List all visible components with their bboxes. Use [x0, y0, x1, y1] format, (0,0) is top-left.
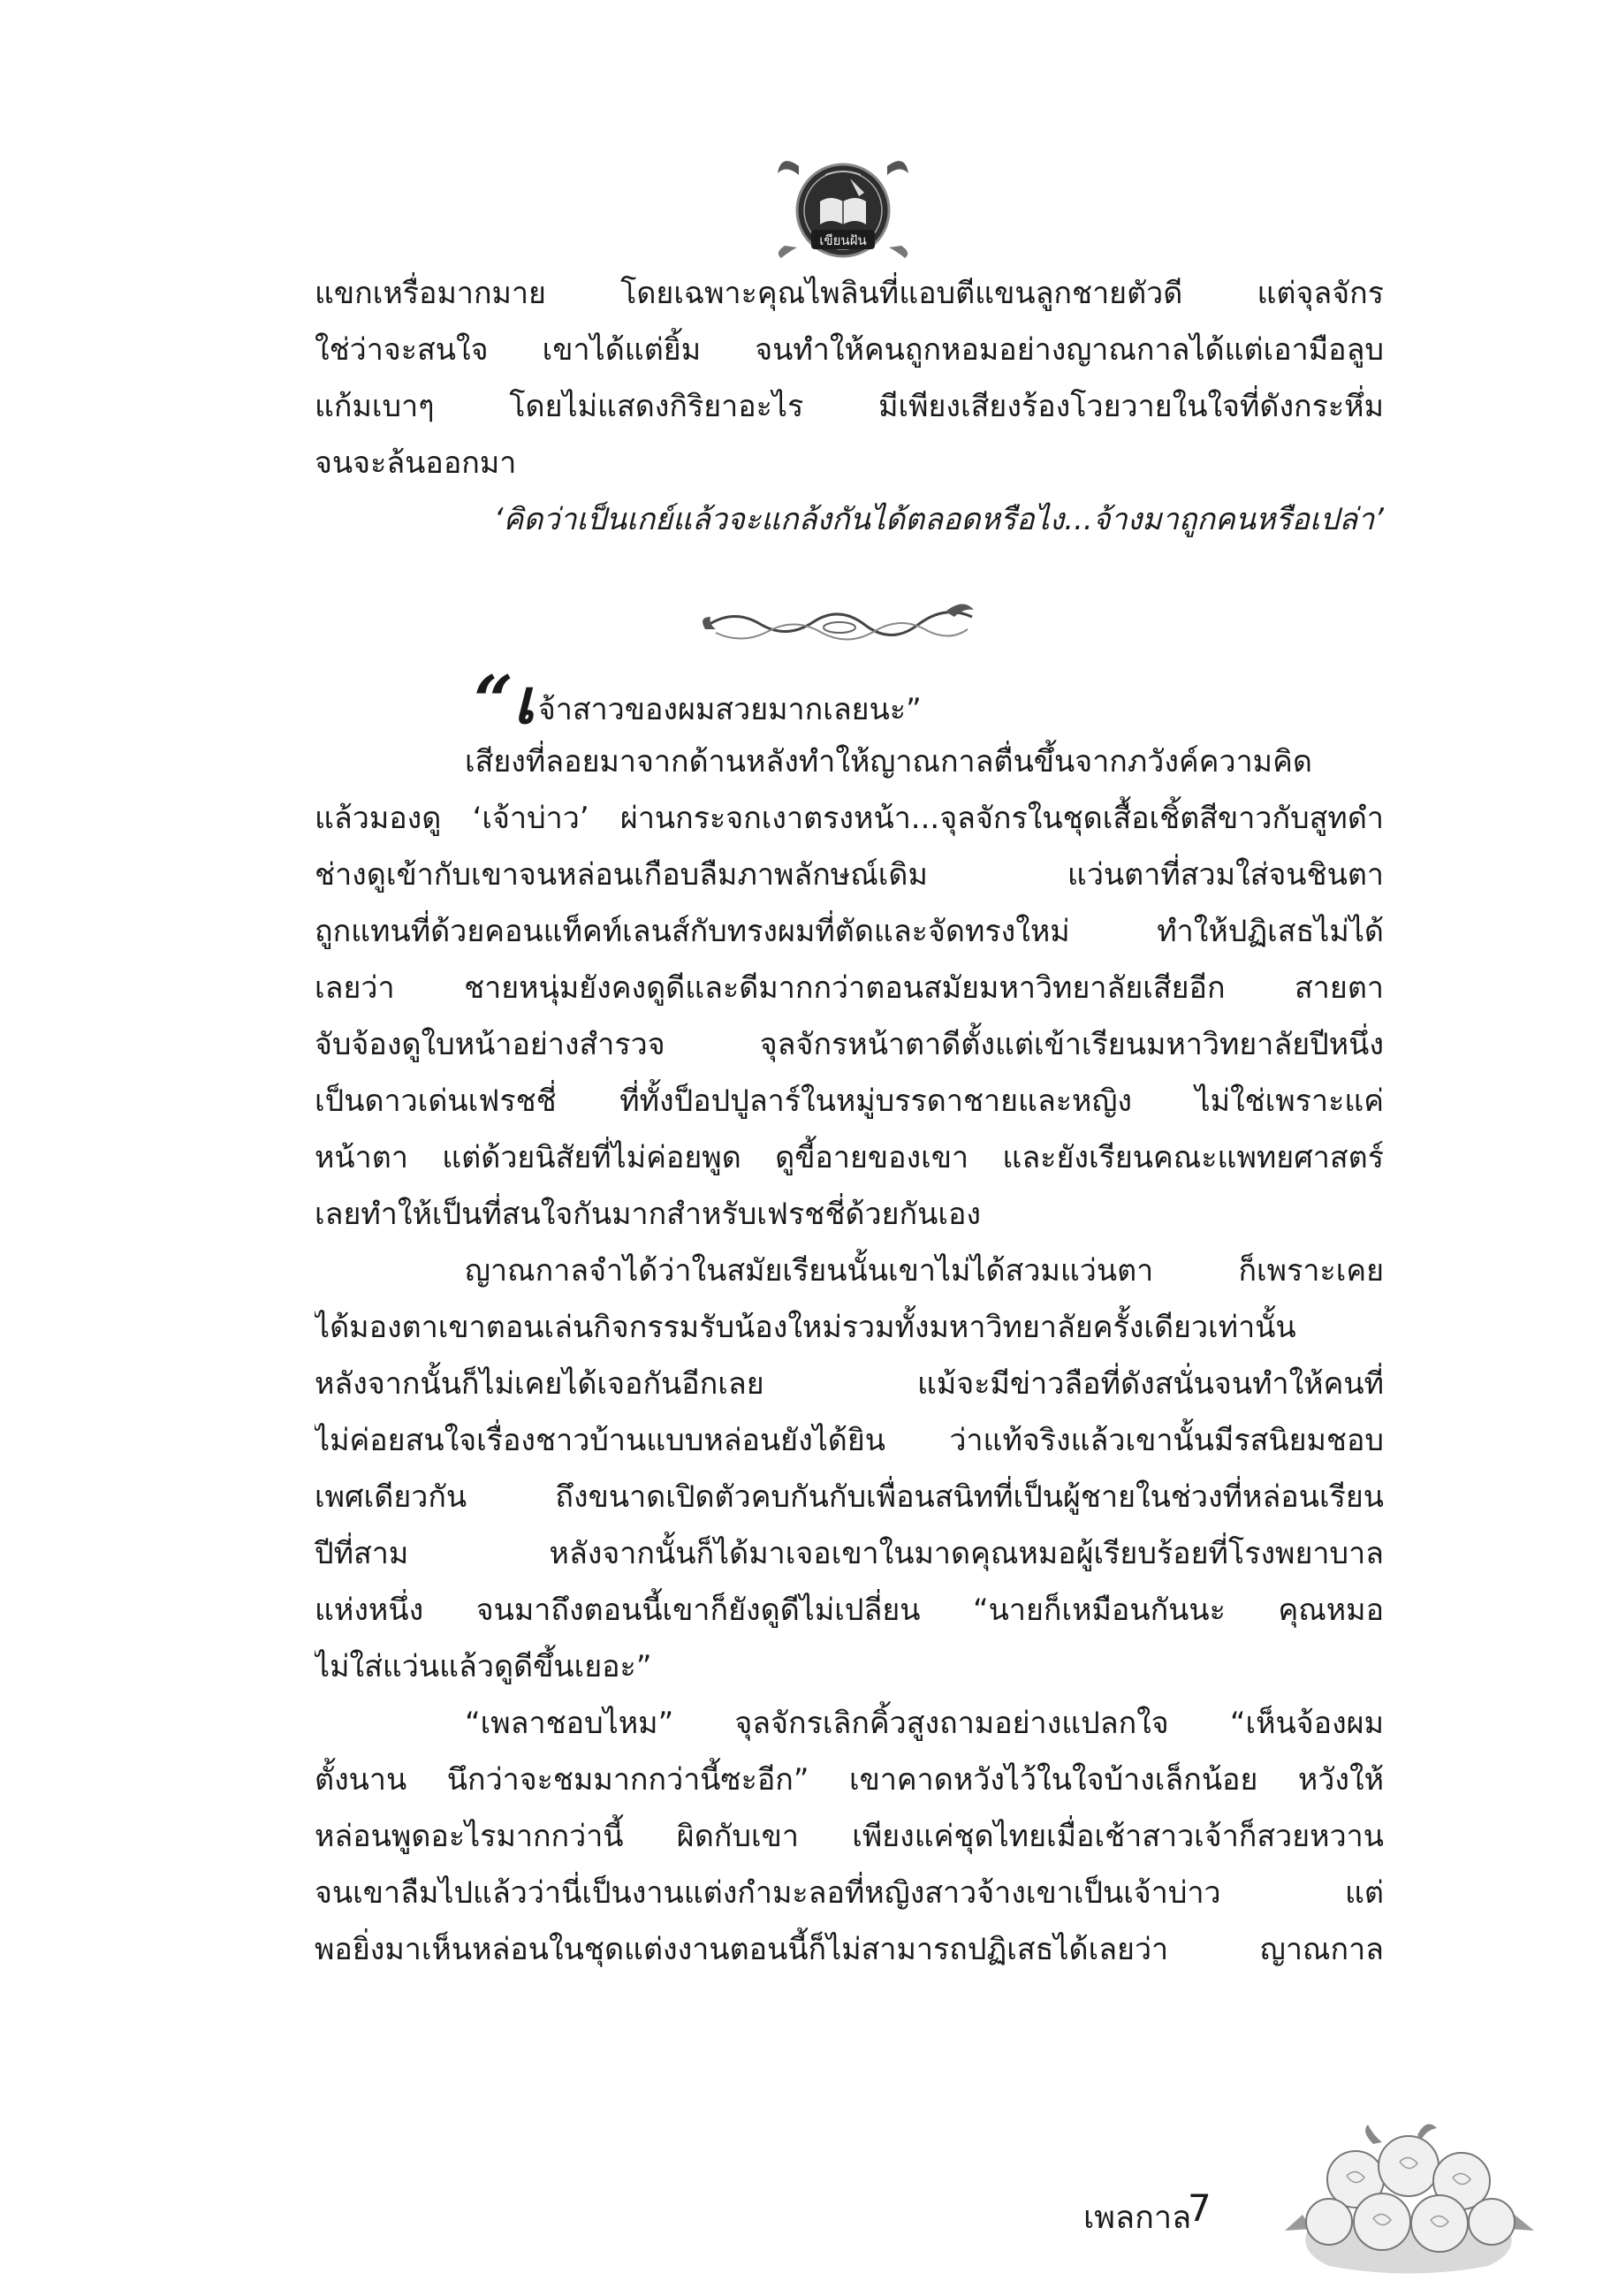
text-line: เสียงที่ลอยมาจากด้านหลังทำให้ญาณกาลตื่นขึ้นจากภวังค์ความคิด	[465, 744, 1312, 779]
text-line: ช่างดูเข้ากับเขาจนหล่อนเกือบลืมภาพลักษณ์เดิม แว่นตาที่สวมใส่จนชินตา	[315, 857, 1384, 893]
text-line: เป็นดาวเด่นเฟรชชี่ ที่ทั้งป็อปปูลาร์ในหมู่บรรดาชายและหญิง ไม่ใช่เพราะแค่	[315, 1083, 1384, 1119]
logo-label: เขียนฝัน	[819, 232, 867, 248]
text-line: ญาณกาลจำได้ว่าในสมัยเรียนนั้นเขาไม่ได้สวมแว่นตา ก็เพราะเคย	[465, 1253, 1384, 1289]
text-line: พอยิ่งมาเห็นหล่อนในชุดแต่งงานตอนนี้ก็ไม่สามารถปฏิเสธได้เลยว่า ญาณกาล	[315, 1932, 1384, 1967]
rose-bouquet-icon	[1276, 2117, 1541, 2277]
text-line: หลังจากนั้นก็ไม่เคยได้เจอกันอีกเลย แม้จะมีข่าวลือที่ดังสนั่นจนทำให้คนที่	[315, 1366, 1384, 1402]
text-line: ถูกแทนที่ด้วยคอนแท็คท์เลนส์กับทรงผมที่ตัดและจัดทรงใหม่ ทำให้ปฏิเสธไม่ได้	[315, 914, 1384, 949]
text-line: แขกเหรื่อมากมาย โดยเฉพาะคุณไพลินที่แอบตีแขนลูกชายตัวดี แต่จุลจักร	[315, 276, 1384, 311]
text-line: ใช่ว่าจะสนใจ เขาได้แต่ยิ้ม จนทำให้คนถูกหอมอย่างญาณกาลได้แต่เอามือลูบ	[315, 332, 1384, 368]
text-line: ไม่ใส่แว่นแล้วดูดีขึ้นเยอะ”	[315, 1649, 652, 1684]
text-line: “เพลาชอบไหม” จุลจักรเลิกคิ้วสูงถามอย่างแปลกใจ “เห็นจ้องผม	[465, 1706, 1384, 1741]
text-line: ตั้งนาน นึกว่าจะชมมากกว่านี้ซะอีก” เขาคาดหวังไว้ในใจบ้างเล็กน้อย หวังให้	[315, 1762, 1384, 1798]
page-number: 7	[1188, 2186, 1212, 2230]
text-line: หล่อนพูดอะไรมากกว่านี้ ผิดกับเขา เพียงแค่ชุดไทยเมื่อเช้าสาวเจ้าก็สวยหวาน	[315, 1819, 1384, 1854]
text-line: จนเขาลืมไปแล้วว่านี่เป็นงานแต่งกำมะลอที่หญิงสาวจ้างเขาเป็นเจ้าบ่าว แต่	[315, 1875, 1384, 1911]
opening-quote-mark: “	[474, 661, 513, 741]
inner-thought: ‘คิดว่าเป็นเกย์แล้วจะแกล้งกันได้ตลอดหรือไง...จ้างมาถูกคนหรือเปล่า’	[493, 502, 1384, 537]
text-line: จับจ้องดูใบหน้าอย่างสำรวจ จุลจักรหน้าตาดีตั้งแต่เข้าเรียนมหาวิทยาลัยปีหนึ่ง	[315, 1027, 1384, 1062]
body-text	[315, 734, 1384, 1978]
top-paragraph	[315, 265, 1384, 548]
drop-cap-letter: เ	[513, 665, 535, 738]
text-line: ไม่ค่อยสนใจเรื่องชาวบ้านแบบหล่อนยังได้ยิน ว่าแท้จริงแล้วเขานั้นมีรสนิยมชอบ	[315, 1423, 1384, 1458]
ornament-flourish-icon	[698, 590, 981, 661]
text-line: แล้วมองดู ‘เจ้าบ่าว’ ผ่านกระจกเงาตรงหน้า...จุลจักรในชุดเสื้อเชิ้ตสีขาวกับสูทดำ	[315, 801, 1384, 836]
text-line: ได้มองตาเขาตอนเล่นกิจกรรมรับน้องใหม่รวมทั้งมหาวิทยาลัยครั้งเดียวเท่านั้น	[315, 1310, 1296, 1345]
text-line: ปีที่สาม หลังจากนั้นก็ได้มาเจอเขาในมาดคุณหมอผู้เรียบร้อยที่โรงพยาบาล	[315, 1536, 1384, 1571]
text-line: เลยทำให้เป็นที่สนใจกันมากสำหรับเฟรชชี่ด้วยกันเอง	[315, 1197, 981, 1232]
text-line: เพศเดียวกัน ถึงขนาดเปิดตัวคบกันกับเพื่อนสนิทที่เป็นผู้ชายในช่วงที่หล่อนเรียน	[315, 1479, 1384, 1515]
chapter-opening-line	[474, 652, 922, 741]
text-line: เลยว่า ชายหนุ่มยังคงดูดีและดีมากกว่าตอนสมัยมหาวิทยาลัยเสียอีก สายตา	[315, 970, 1384, 1006]
text-line: แก้มเบาๆ โดยไม่แสดงกิริยาอะไร มีเพียงเสียงร้องโวยวายในใจที่ดังกระหึ่ม	[315, 389, 1384, 424]
opening-text: จ้าสาวของผมสวยมากเลยนะ”	[537, 692, 922, 727]
book-title: เพลกาล	[1083, 2200, 1192, 2236]
open-book-logo-icon	[772, 148, 914, 263]
text-line: แห่งหนึ่ง จนมาถึงตอนนี้เขาก็ยังดูดีไม่เปลี่ยน “นายก็เหมือนกันนะ คุณหมอ	[315, 1593, 1384, 1628]
text-line: หน้าตา แต่ด้วยนิสัยที่ไม่ค่อยพูด ดูขี้อายของเขา และยังเรียนคณะแพทยศาสตร์	[315, 1140, 1384, 1175]
text-line: จนจะล้นออกมา	[315, 445, 517, 481]
